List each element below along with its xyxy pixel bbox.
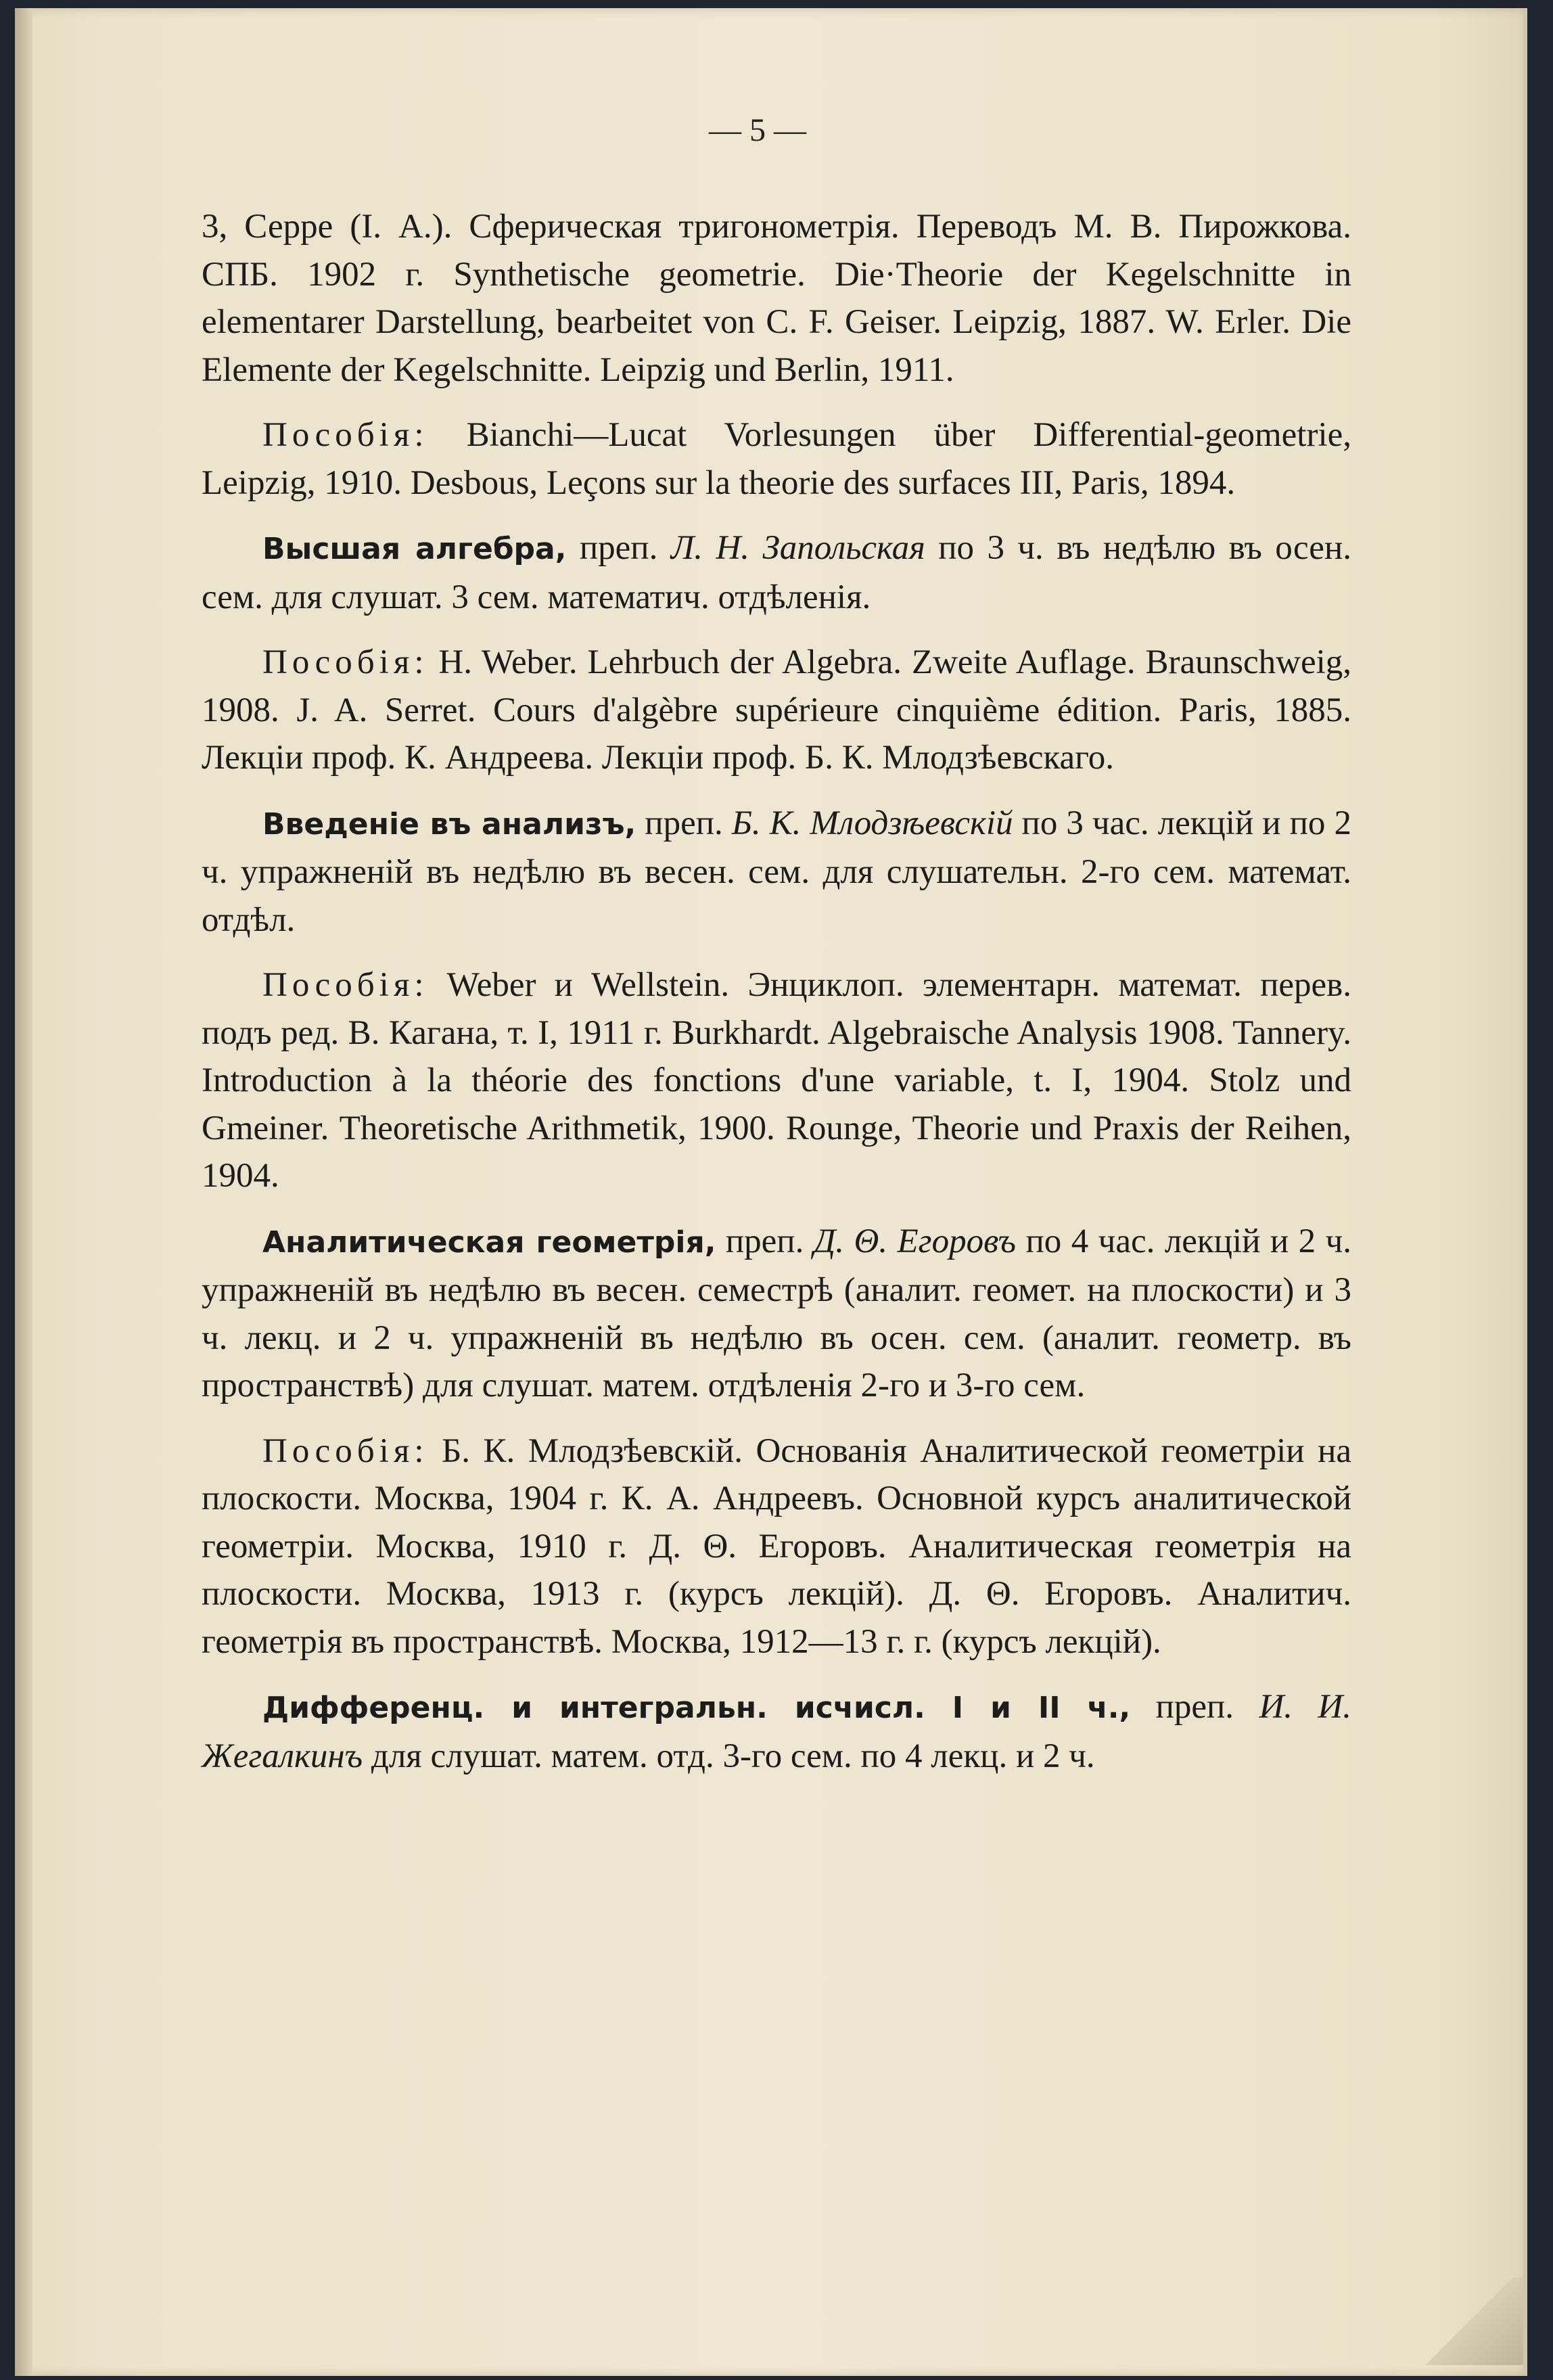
paragraph-references (202, 639, 1351, 782)
course-text: по 3 ч. въ недѣлю въ осен. сем. для слушат. 3 сем. математич. отдѣленія. (202, 529, 1351, 616)
paragraph-course-calculus (202, 1683, 1351, 1780)
course-title: Введеніе въ анализъ, (262, 806, 636, 842)
course-teacher: Л. Н. Запольская (670, 529, 925, 567)
references-text: H. Weber. Lehrbuch der Algebra. Zweite Auflage. Braunschweig, 1908. J. A. Serret. Cours d'algèbre supérieure cinquième édition. Paris, 1885. Лекціи проф. К. Андреева. Лекціи проф. Б. К. Млодзѣевскаго. (202, 643, 1351, 777)
paragraph-course-intro-analysis (202, 800, 1351, 944)
paragraph-course-higher-algebra (202, 524, 1351, 621)
page-binding-shadow (15, 8, 32, 2376)
paragraph-course-analytic-geometry (202, 1218, 1351, 1410)
course-pre: преп. (636, 804, 732, 842)
page-corner-curl (1415, 2277, 1523, 2365)
references-lead: Пособія: (262, 1432, 429, 1470)
references-text: Б. К. Млодзѣевскій. Основанія Аналитической геометріи на плоскости. Москва, 1904 г. К. А. Андреевъ. Основной курсъ аналитической геометріи. Москва, 1910 г. Д. Θ. Егоровъ. Аналитическая геометрія на плоскости. Москва, 1913 г. (курсъ лекцій). Д. Θ. Егоровъ. Аналитич. геометрія въ пространствѣ. Москва, 1912—13 г. г. (курсъ лекцій). (202, 1432, 1351, 1661)
references-lead: Пособія: (262, 643, 429, 681)
course-pre: преп. (566, 529, 671, 567)
paragraph-references (202, 1427, 1351, 1666)
course-title: Аналитическая геометрія, (262, 1225, 716, 1260)
page-number: — 5 — (709, 112, 806, 148)
paragraph-text: 3, Серре (I. А.). Сферическая тригонометрія. Переводъ М. В. Пирожкова. СПБ. 1902 г. Synthetische geometrie. Die·Theorie der Kegelschnitte in elementarer Darstellung, bearbeitet von C. F. Geiser. Leipzig, 1887. W. Erler. Die Elemente der Kegelschnitte. Leipzig und Berlin, 1911. (202, 208, 1351, 389)
course-title: Дифференц. и интегральн. исчисл. I и II ч., (262, 1691, 1131, 1725)
course-pre: преп. (1130, 1688, 1259, 1726)
page-text (202, 203, 1351, 1798)
references-lead: Пособія: (262, 966, 429, 1004)
references-text: Weber и Wellstein. Энциклоп. элементарн. математ. перев. подъ ред. В. Кагана, т. I, 1911 г. Burkhardt. Algebraische Analysis 1908. Tannery. Introduction à la théorie des fonctions d'une variable, t. I, 1904. Stolz und Gmeiner. Theoretische Arithmetik, 1900. Rounge, Theorie und Praxis der Reihen, 1904. (202, 966, 1351, 1195)
course-teacher: И. И. Жегалкинъ (202, 1688, 1351, 1775)
course-text: по 3 час. лекцій и по 2 ч. упражненій въ недѣлю въ весен. сем. для слушательн. 2-го сем. математ. отдѣл. (202, 804, 1351, 939)
references-lead: Пособія: (262, 416, 429, 454)
course-teacher: Д. Θ. Егоровъ (813, 1222, 1017, 1260)
course-text: для слушат. матем. отд. 3-го сем. по 4 лекц. и 2 ч. (363, 1737, 1095, 1775)
course-text: по 4 час. лекцій и 2 ч. упражненій въ недѣлю въ весен. семестрѣ (аналит. геомет. на плоскости) и 3 ч. лекц. и 2 ч. упражненій въ недѣлю въ осен. сем. (аналит. геометр. въ пространствѣ) для слушат. матем. отдѣленія 2-го и 3-го сем. (202, 1222, 1352, 1404)
references-text: Bianchi—Lucat Vorlesungen über Differential-geometrie, Leipzig, 1910. Desbous, Leçons sur la theorie des surfaces III, Paris, 1894. (202, 416, 1351, 502)
paragraph-references (202, 411, 1351, 507)
course-teacher: Б. К. Млодзѣевскій (731, 804, 1013, 842)
paragraph-bibliography-continuation (202, 203, 1351, 394)
course-pre: преп. (716, 1222, 814, 1260)
course-title: Высшая алгебра, (262, 532, 567, 566)
paragraph-references (202, 961, 1351, 1200)
